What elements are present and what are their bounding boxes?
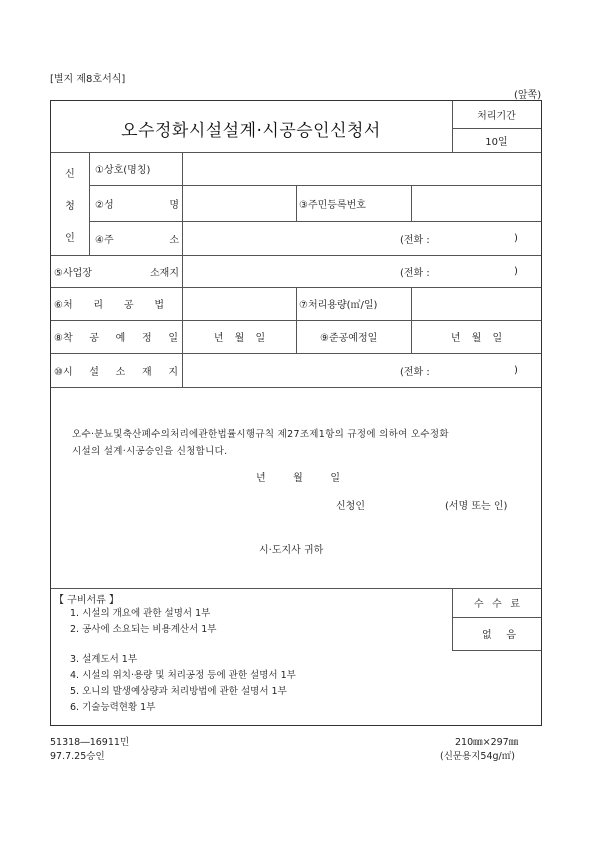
- resident-number-field[interactable]: [413, 187, 539, 219]
- address-phone-close: ): [514, 232, 518, 244]
- list-item: 4. 시설의 위치·용량 및 처리공정 등에 관한 설명서 1부: [70, 670, 296, 681]
- address-phone-label: (전화 :: [400, 234, 430, 246]
- treatment-method-field[interactable]: [184, 289, 294, 318]
- form-number-label: [별지 제8호서식]: [50, 74, 126, 85]
- list-item: 2. 공사에 소요되는 비용계산서 1부: [70, 624, 217, 635]
- facility-phone-close: ): [514, 364, 518, 376]
- trade-name-field[interactable]: [184, 154, 539, 184]
- application-statement: 오수·분뇨및축산폐수의처리에관한법률시행규칙 제27조제1항의 규정에 의하여 오수정화 시설의 설계·시공승인을 신청합니다.: [72, 429, 449, 457]
- fee-label: 수 수 료: [474, 599, 520, 610]
- required-documents-list: [70, 606, 296, 716]
- treatment-capacity-label: ⑦처리용량(㎥/일): [299, 300, 378, 311]
- applicant-group-char: 신: [65, 168, 75, 180]
- recipient-label: 시·도지사 귀하: [259, 544, 324, 556]
- start-date-label: ⑧착 공 예 정 일: [54, 333, 178, 344]
- paper-type: (신문용지54g/㎡): [440, 751, 515, 762]
- list-item: 5. 오니의 발생예상량과 처리방법에 관한 설명서 1부: [70, 686, 287, 697]
- start-date-field[interactable]: 년 월 일: [213, 333, 266, 344]
- form-title: 오수정화시설설계·시공승인신청서: [121, 120, 381, 141]
- paper-size: 210㎜×297㎜: [455, 737, 519, 748]
- facility-location-field[interactable]: [184, 355, 384, 385]
- required-documents-header: 【 구비서류 】: [54, 594, 119, 606]
- facility-location-label: ⑩시 설 소 재 지: [54, 366, 178, 378]
- application-date[interactable]: 년 월 일: [256, 472, 340, 484]
- applicant-group-char: 청: [65, 200, 75, 212]
- processing-period-value: 10일: [485, 136, 508, 148]
- completion-date-label: ⑨준공예정일: [320, 333, 378, 344]
- workplace-label: ⑤사업장 소재지: [54, 267, 179, 279]
- list-item: 6. 기술능력현황 1부: [70, 702, 156, 713]
- treatment-capacity-field[interactable]: [413, 289, 539, 318]
- workplace-phone-close: ): [514, 265, 518, 277]
- name-field[interactable]: [184, 187, 294, 219]
- form-code: 51318―16911민: [50, 737, 130, 748]
- list-item: 3. 설계도서 1부: [70, 654, 138, 665]
- fee-value: 없 음: [482, 630, 516, 641]
- workplace-field[interactable]: [184, 257, 384, 285]
- facility-phone-label: (전화 :: [400, 366, 430, 378]
- treatment-method-label: ⑥처 리 공 법: [54, 300, 164, 311]
- applicant-sign-label: 신청인: [336, 500, 365, 512]
- applicant-group-char: 인: [65, 232, 75, 244]
- front-side-label: (앞쪽): [514, 90, 542, 101]
- list-item: 1. 시설의 개요에 관한 설명서 1부: [70, 608, 211, 619]
- signature-field[interactable]: (서명 또는 인): [445, 500, 508, 512]
- workplace-phone-label: (전화 :: [400, 267, 430, 279]
- trade-name-label: ①상호(명칭): [95, 165, 151, 176]
- name-label: ②성 명: [95, 199, 179, 211]
- address-label: ④주 소: [95, 234, 179, 246]
- completion-date-field[interactable]: 년 월 일: [450, 333, 503, 344]
- resident-number-label: ③주민등록번호: [299, 199, 366, 211]
- processing-period-label: 처리기간: [477, 111, 516, 122]
- approval-date: 97.7.25승인: [50, 751, 105, 762]
- address-field[interactable]: [184, 223, 384, 253]
